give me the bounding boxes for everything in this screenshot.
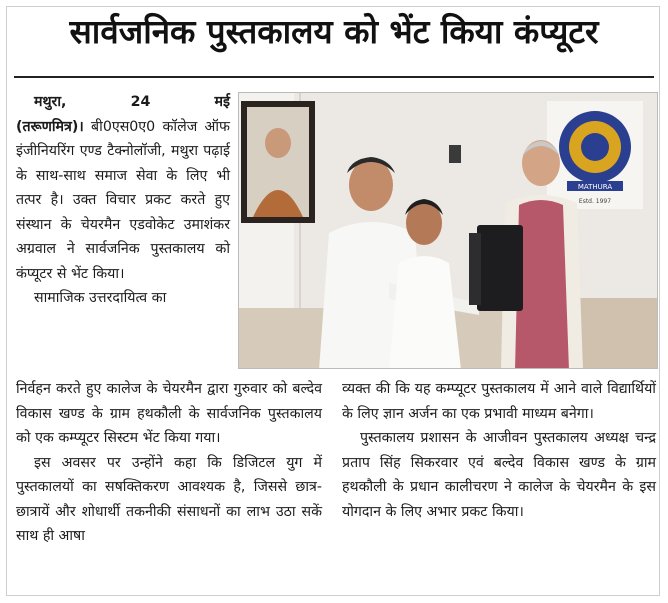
paragraph bbox=[16, 115, 230, 287]
portrait-face bbox=[265, 128, 291, 158]
column-2 bbox=[342, 377, 656, 524]
column-1-top bbox=[16, 90, 230, 311]
person-right-face bbox=[522, 140, 560, 186]
dateline-day: 24 bbox=[130, 94, 151, 110]
wall-lamp bbox=[449, 145, 461, 163]
dateline bbox=[16, 90, 230, 115]
column-1-bottom bbox=[16, 377, 322, 549]
monitor-box bbox=[469, 233, 481, 305]
person-right-jacket bbox=[515, 200, 569, 369]
paragraph: पुस्तकालय प्रशासन के आजीवन पुस्तकालय अध्यक्ष चन्द्र प्रताप सिंह सिकरवार एवं बल्देव विकास खण्ड के ग्राम हथकौली के प्रधान कालीचरण ने कालेज के चेयरमैन के इस योगदान के लिए अभार प्रकट किया। bbox=[342, 430, 656, 520]
dateline-city: मथुरा, bbox=[34, 94, 67, 110]
photo-illustration bbox=[239, 93, 658, 369]
person-left-face bbox=[349, 159, 393, 211]
sofa-cushion bbox=[579, 298, 658, 369]
paragraph: निर्वहन करते हुए कालेज के चेयरमैन द्वारा गुरुवार को बल्देव विकास खण्ड के ग्राम हथकौली के सार्वजनिक पुस्तकालय को एक कम्प्यूटर सिस्टम भेंट किया गया। bbox=[16, 381, 322, 446]
dateline-source: (तरूणमित्र)। bbox=[16, 118, 84, 135]
emblem-year: Estd. 1997 bbox=[578, 198, 612, 205]
computer-monitor bbox=[477, 225, 523, 311]
news-photo bbox=[238, 92, 658, 369]
headline-rule bbox=[14, 76, 654, 78]
paragraph: इस अवसर पर उन्होंने कहा कि डिजिटल युग में पुस्तकालयों का सषक्तिकरण आवश्यक है, जिससे छात्र-छात्रायें और शोधार्थी तकनीकी संसाधनों का लाभ उठा सकें साथ ही आषा bbox=[16, 454, 322, 544]
emblem-place: MATHURA bbox=[577, 183, 613, 191]
paragraph-text: बी0एस0ए0 कॉलेज ऑफ इंजीनियरिंग एण्ड टैक्नोलॉजी, मथुरा पढ़ाई के साथ-साथ समाज सेवा के लिए भी तत्पर है। उक्त विचार प्रकट करते हुए संस्थान के चेयरमैन एडवोकेट उमाशंकर अग्रवाल ने सार्वजनिक पुस्तकालय को कंप्यूटर से भेंट किया। bbox=[16, 118, 230, 282]
emblem-center bbox=[581, 133, 609, 161]
paragraph: व्यक्त की कि यह कम्प्यूटर पुस्तकालय में आने वाले विद्यार्थियों के लिए ज्ञान अर्जन का एक प्रभावी माध्यम बनेगा। bbox=[342, 381, 656, 422]
dateline-month: मई bbox=[214, 94, 230, 110]
headline: सार्वजनिक पुस्तकालय को भेंट किया कंप्यूटर bbox=[69, 12, 599, 51]
paragraph: सामाजिक उत्तरदायित्व का bbox=[34, 290, 167, 306]
